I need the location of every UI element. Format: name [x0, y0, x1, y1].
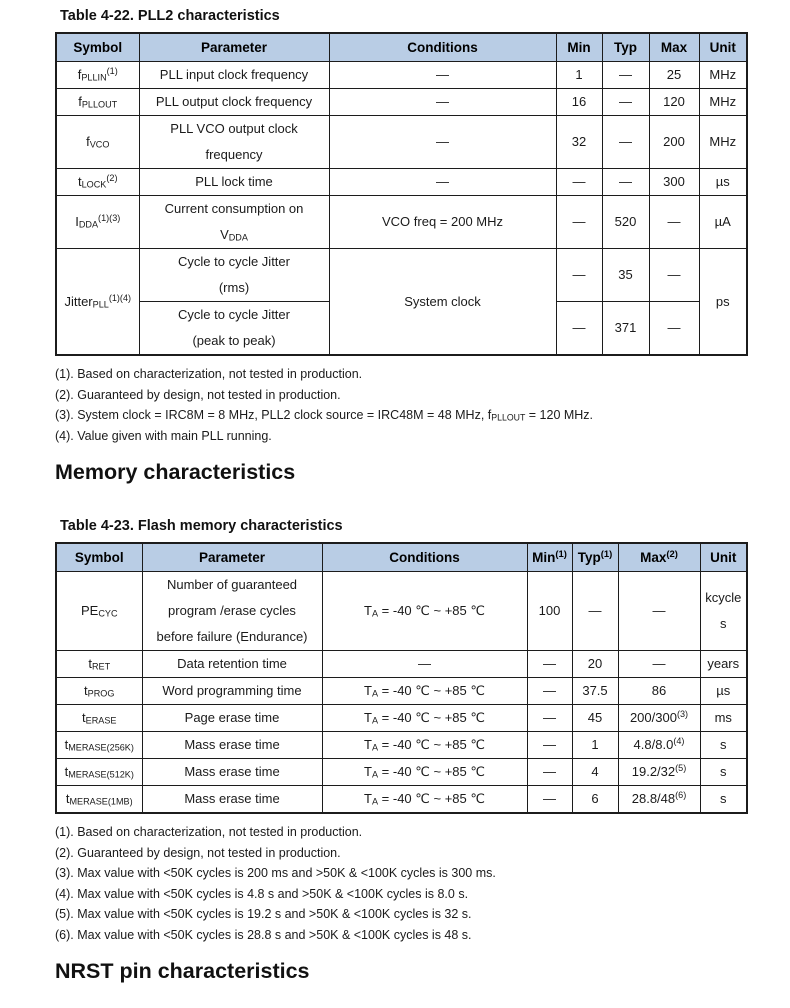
table-row — [56, 572, 747, 651]
max-cell: 120 — [649, 89, 699, 116]
symbol-cell: $f_{PLLOUT}$ — [56, 89, 139, 116]
footnote: (3). System clock = IRC8M = 8 MHz, PLL2 clock source = IRC48M = 48 MHz, $f_{PLLOUT} = 120$ MHz. — [55, 408, 594, 423]
table-4-22-footnotes — [55, 364, 748, 446]
typ-cell: — — [602, 89, 649, 116]
parameter-cell: Mass erase time — [142, 759, 322, 786]
conditions-cell: $T_A = -40$ ℃ ~ +85 ℃ — [322, 732, 527, 759]
parameter-cell: Number of guaranteed program /erase cycles before failure (Endurance) — [142, 572, 322, 651]
max-cell: 200/300$^{(3)}$ — [618, 705, 700, 732]
typ-cell: — — [602, 116, 649, 169]
symbol-cell: $t_{RET}$ — [56, 651, 142, 678]
max-cell: 300 — [649, 169, 699, 196]
nrst-section-heading: NRST pin characteristics — [55, 959, 310, 983]
typ-cell: — — [602, 169, 649, 196]
col-header-max: Max — [649, 33, 699, 62]
parameter-cell: Cycle to cycle Jitter (peak to peak) — [139, 302, 329, 356]
parameter-cell: Page erase time — [142, 705, 322, 732]
unit-cell: µs — [699, 169, 747, 196]
max-cell: — — [649, 249, 699, 302]
typ-cell: 37.5 — [572, 678, 618, 705]
min-cell: — — [556, 249, 602, 302]
unit-cell: µA — [699, 196, 747, 249]
conditions-cell: $T_A = -40$ ℃ ~ +85 ℃ — [322, 678, 527, 705]
max-cell: — — [649, 196, 699, 249]
symbol-cell: Jitter$_{PLL}^{(1)(4)}$ — [56, 249, 139, 356]
min-cell: — — [527, 786, 572, 814]
typ-cell: 20 — [572, 651, 618, 678]
col-header-max: Max$^{(2)}$ — [618, 543, 700, 572]
conditions-cell: — — [329, 116, 556, 169]
typ-cell: 4 — [572, 759, 618, 786]
table-row — [56, 116, 747, 169]
footnote: (3). Max value with <50K cycles is 200 ms and >50K & <100K cycles is 300 ms. — [55, 866, 496, 880]
col-header-symbol: Symbol — [56, 543, 142, 572]
unit-cell: s — [700, 732, 747, 759]
min-cell: — — [556, 169, 602, 196]
col-header-unit: Unit — [699, 33, 747, 62]
footnote: (2). Guaranteed by design, not tested in production. — [55, 845, 341, 860]
table-row — [56, 678, 747, 705]
max-cell: — — [618, 572, 700, 651]
footnote: (2). Guaranteed by design, not tested in production. — [55, 387, 341, 402]
footnote: (1). Based on characterization, not tested in production. — [55, 367, 363, 381]
max-cell: 200 — [649, 116, 699, 169]
max-cell: 28.8/48$^{(6)}$ — [618, 786, 700, 814]
symbol-cell: $t_{ERASE}$ — [56, 705, 142, 732]
conditions-cell: System clock — [329, 249, 556, 356]
min-cell: — — [527, 732, 572, 759]
table-4-22-title: Table 4-22. PLL2 characteristics — [60, 8, 280, 24]
table-row — [56, 89, 747, 116]
table-row — [56, 62, 747, 89]
table-row — [56, 759, 747, 786]
unit-cell: µs — [700, 678, 747, 705]
footnote: (4). Max value with <50K cycles is 4.8 s and >50K & <100K cycles is 8.0 s. — [55, 886, 469, 901]
typ-cell: — — [602, 62, 649, 89]
min-cell: — — [527, 759, 572, 786]
max-cell: 4.8/8.0$^{(4)}$ — [618, 732, 700, 759]
parameter-cell: Word programming time — [142, 678, 322, 705]
max-cell: — — [618, 651, 700, 678]
conditions-cell: $T_A = -40$ ℃ ~ +85 ℃ — [322, 759, 527, 786]
parameter-cell: PLL output clock frequency — [139, 89, 329, 116]
typ-cell: 520 — [602, 196, 649, 249]
memory-section-heading: Memory characteristics — [55, 460, 296, 484]
min-cell: 16 — [556, 89, 602, 116]
table-header-row — [56, 543, 747, 572]
max-cell: 19.2/32$^{(5)}$ — [618, 759, 700, 786]
parameter-cell: Current consumption on $V_{DDA}$ — [139, 196, 329, 249]
conditions-cell: VCO freq = 200 MHz — [329, 196, 556, 249]
parameter-cell: Mass erase time — [142, 786, 322, 814]
table-row — [56, 786, 747, 814]
symbol-cell: $t_{LOCK}^{(2)}$ — [56, 169, 139, 196]
parameter-cell: PLL input clock frequency — [139, 62, 329, 89]
parameter-cell: PLL VCO output clock frequency — [139, 116, 329, 169]
min-cell: 100 — [527, 572, 572, 651]
footnote: (1). Based on characterization, not tested in production. — [55, 825, 363, 839]
min-cell: 1 — [556, 62, 602, 89]
min-cell: — — [527, 705, 572, 732]
table-row — [56, 196, 747, 249]
col-header-typ: Typ$^{(1)}$ — [572, 543, 618, 572]
flash-memory-characteristics-table — [55, 542, 748, 814]
col-header-symbol: Symbol — [56, 33, 139, 62]
conditions-cell: — — [329, 89, 556, 116]
conditions-cell: $T_A = -40$ ℃ ~ +85 ℃ — [322, 572, 527, 651]
col-header-min: Min — [556, 33, 602, 62]
pll2-characteristics-table — [55, 32, 748, 356]
table-4-23-title: Table 4-23. Flash memory characteristics — [60, 518, 343, 534]
table-4-23-footnotes — [55, 822, 748, 945]
col-header-parameter: Parameter — [139, 33, 329, 62]
min-cell: — — [527, 651, 572, 678]
typ-cell: 371 — [602, 302, 649, 356]
unit-cell: kcycles — [700, 572, 747, 651]
unit-cell: years — [700, 651, 747, 678]
parameter-cell: Data retention time — [142, 651, 322, 678]
typ-cell: 1 — [572, 732, 618, 759]
min-cell: 32 — [556, 116, 602, 169]
table-row — [56, 705, 747, 732]
parameter-cell: PLL lock time — [139, 169, 329, 196]
symbol-cell: $I_{DDA}^{(1)(3)}$ — [56, 196, 139, 249]
conditions-cell: $T_A = -40$ ℃ ~ +85 ℃ — [322, 786, 527, 814]
conditions-cell: — — [329, 62, 556, 89]
symbol-cell: $PE_{CYC}$ — [56, 572, 142, 651]
unit-cell: MHz — [699, 116, 747, 169]
typ-cell: 6 — [572, 786, 618, 814]
typ-cell: 45 — [572, 705, 618, 732]
col-header-min: Min$^{(1)}$ — [527, 543, 572, 572]
table-row — [56, 732, 747, 759]
symbol-cell: $t_{MERASE(1MB)}$ — [56, 786, 142, 814]
min-cell: — — [527, 678, 572, 705]
max-cell: 25 — [649, 62, 699, 89]
col-header-conditions: Conditions — [329, 33, 556, 62]
parameter-cell: Cycle to cycle Jitter (rms) — [139, 249, 329, 302]
parameter-cell: Mass erase time — [142, 732, 322, 759]
max-cell: 86 — [618, 678, 700, 705]
conditions-cell: $T_A = -40$ ℃ ~ +85 ℃ — [322, 705, 527, 732]
col-header-unit: Unit — [700, 543, 747, 572]
max-cell: — — [649, 302, 699, 356]
conditions-cell: — — [329, 169, 556, 196]
typ-cell: 35 — [602, 249, 649, 302]
symbol-cell: $t_{MERASE(256K)}$ — [56, 732, 142, 759]
table-row — [56, 169, 747, 196]
table-row — [56, 651, 747, 678]
table-row — [56, 249, 747, 302]
footnote: (4). Value given with main PLL running. — [55, 428, 272, 443]
min-cell: — — [556, 196, 602, 249]
unit-cell: s — [700, 759, 747, 786]
col-header-conditions: Conditions — [322, 543, 527, 572]
col-header-parameter: Parameter — [142, 543, 322, 572]
symbol-cell: $f_{PLLIN}^{(1)}$ — [56, 62, 139, 89]
unit-cell: s — [700, 786, 747, 814]
min-cell: — — [556, 302, 602, 356]
table-header-row — [56, 33, 747, 62]
unit-cell: MHz — [699, 62, 747, 89]
symbol-cell: $t_{PROG}$ — [56, 678, 142, 705]
conditions-cell: — — [322, 651, 527, 678]
unit-cell: ps — [699, 249, 747, 356]
footnote: (6). Max value with <50K cycles is 28.8 s and >50K & <100K cycles is 48 s. — [55, 927, 472, 942]
col-header-typ: Typ — [602, 33, 649, 62]
unit-cell: ms — [700, 705, 747, 732]
symbol-cell: $t_{MERASE(512K)}$ — [56, 759, 142, 786]
typ-cell: — — [572, 572, 618, 651]
unit-cell: MHz — [699, 89, 747, 116]
footnote: (5). Max value with <50K cycles is 19.2 s and >50K & <100K cycles is 32 s. — [55, 907, 472, 921]
symbol-cell: $f_{VCO}$ — [56, 116, 139, 169]
